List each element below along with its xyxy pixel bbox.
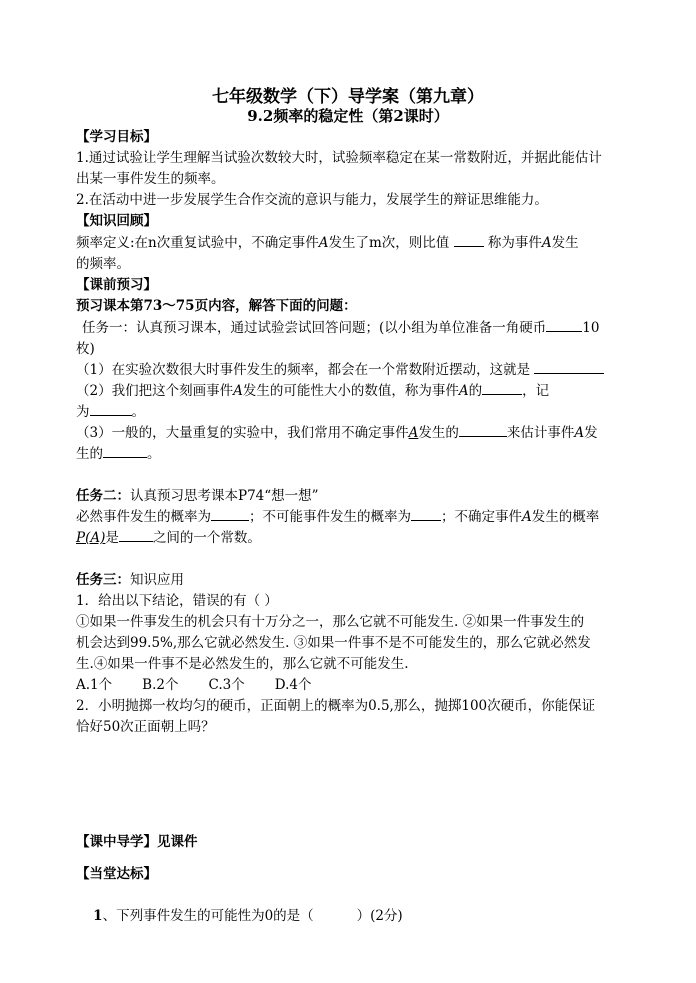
task1-q2-line-1: （2）我们把这个刻画事件A发生的可能性大小的数值，称为事件A的 ，记 xyxy=(76,383,550,399)
task3-title: 任务三：知识应用 xyxy=(76,572,184,588)
section-header-preview: 【课前预习】 xyxy=(76,277,157,293)
goal-1-line-2: 出某一事件发生的频率。 xyxy=(76,171,225,187)
section-header-mastery: 【当堂达标】 xyxy=(76,866,157,882)
mastery-q1: 1、下列事件发生的可能性为0的是（ ）(2分) xyxy=(93,908,403,924)
document-title: 七年级数学（下）导学案（第九章） xyxy=(212,87,484,107)
task3-q2-line-2: 恰好50次正面朝上吗？ xyxy=(76,719,215,735)
task1-q3-line-1: （3）一般的，大量重复的实验中，我们常用不确定事件A发生的 来估计事件A发 xyxy=(76,425,598,441)
task3-q1: 1．给出以下结论，错误的有（ ） xyxy=(76,593,278,609)
task2-title: 任务二：认真预习思考课本P74“想一想” xyxy=(76,488,319,504)
review-line-1: 频率定义:在n次重复试验中，不确定事件A发生了m次，则比值 称为事件A发生 xyxy=(76,235,579,251)
task1-q3-line-2: 生的 。 xyxy=(76,446,161,462)
task1-line-2: 枚) xyxy=(76,341,95,357)
blank-range[interactable] xyxy=(119,528,153,542)
goal-1-line-1: 1.通过试验让学生理解当试验次数较大时，试验频率稳定在某一常数附近，并据此能估计 xyxy=(76,150,602,166)
blank-certain[interactable] xyxy=(211,507,249,521)
preview-intro: 预习课本第73～75页内容，解答下面的问题： xyxy=(76,298,357,314)
section-header-review: 【知识回顾】 xyxy=(76,213,157,229)
blank-ratio[interactable] xyxy=(454,233,484,247)
task3-q1-statements-1: ①如果一件事发生的机会只有十万分之一，那么它就不可能发生. ②如果一件事发生的 xyxy=(76,614,585,630)
class-guide: 【课中导学】见课件 xyxy=(76,834,198,850)
task1-q1: （1）在实验次数很大时事件发生的频率，都会在一个常数附近摆动，这就是 xyxy=(76,360,604,380)
blank-q1[interactable] xyxy=(534,360,604,374)
task1-q2-line-2: 为 。 xyxy=(76,404,145,420)
blank-q2-symbol[interactable] xyxy=(90,402,132,416)
task3-q1-statements-3: 生.④如果一件事不是必然发生的，那么它就不可能发生. xyxy=(76,656,409,672)
goal-2: 2.在活动中进一步发展学生合作交流的意识与能力，发展学生的辩证思维能力。 xyxy=(76,192,548,208)
blank-coin-count[interactable] xyxy=(546,318,582,332)
blank-impossible[interactable] xyxy=(411,507,441,521)
blank-q2-name[interactable] xyxy=(482,381,522,395)
section-header-goals: 【学习目标】 xyxy=(76,129,157,145)
document-subtitle: 9.2频率的稳定性（第2课时） xyxy=(247,107,449,125)
review-line-2: 的频率。 xyxy=(76,256,130,272)
task1-line-1: 任务一：认真预习课本，通过试验尝试回答问题；(以小组为单位准备一角硬币 10 xyxy=(82,320,600,336)
task3-q1-options: A.1个 B.2个 C.3个 D.4个 xyxy=(76,677,312,693)
task2-line-1: 必然事件发生的概率为 ；不可能事件发生的概率为 ；不确定事件A发生的概率 xyxy=(76,509,600,525)
task3-q2-line-1: 2．小明抛掷一枚均匀的硬币，正面朝上的概率为0.5,那么，抛掷100次硬币，你能保证 xyxy=(76,698,596,714)
task2-line-2: P(A)是 之间的一个常数。 xyxy=(76,530,261,546)
blank-q3-a[interactable] xyxy=(459,423,507,437)
blank-q3-b[interactable] xyxy=(103,444,147,458)
task3-q1-statements-2: 机会达到99.5%,那么它就必然发生. ③如果一件事不是不可能发生的，那么它就必然发 xyxy=(76,635,591,651)
